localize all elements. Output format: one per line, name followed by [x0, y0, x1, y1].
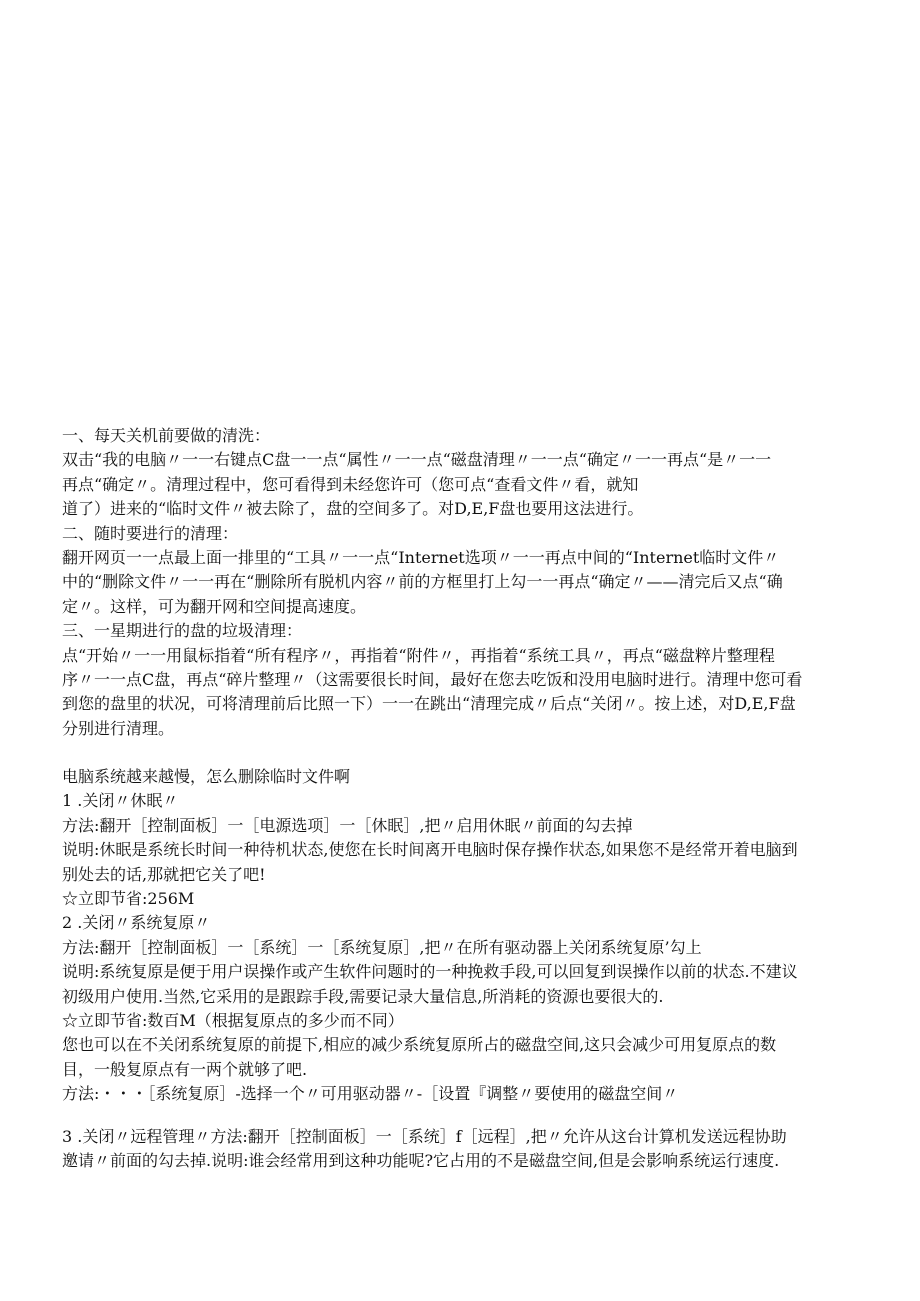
paragraph-line: 到您的盘里的状况，可将清理前后比照一下）一一在跳出“清理完成〃后点“关闭〃。按上述，对D,E,F盘: [62, 694, 796, 714]
item-heading: 2 .关闭〃系统复原〃: [62, 913, 211, 933]
paragraph-line: 邀请〃前面的勾去掉.说明:谁会经常用到这种功能呢?它占用的不是磁盘空间,但是会影响系统运行速度.: [62, 1150, 780, 1170]
paragraph-line: 方法:翻开［控制面板］一［电源选项］一［休眠］,把〃启用休眠〃前面的勾去掉: [62, 815, 633, 835]
section-heading: 一、每天关机前要做的清洗：: [62, 426, 271, 445]
paragraph-line: 分别进行清理。: [62, 718, 175, 738]
paragraph-line: 定〃。这样，可为翻开网和空间提高速度。: [62, 596, 367, 616]
paragraph-line: 您也可以在不关闭系统复原的前提下,相应的减少系统复原所占的磁盘空间,这只会减少可用复原点的数: [62, 1035, 777, 1055]
paragraph-line: 道了）进来的“临时文件〃被去除了，盘的空间多了。对D,E,F盘也要用这法进行。: [62, 499, 644, 519]
section-heading: 二、随时要进行的清理：: [62, 523, 239, 543]
savings-note: ☆立即节省:256M: [62, 889, 195, 909]
item-heading: 3 .关闭〃远程管理〃方法:翻开［控制面板］一［系统］f［远程］,把〃允许从这台计算机发送远程协助: [62, 1126, 787, 1146]
blank-line: [62, 741, 862, 765]
blank-line: [62, 1107, 862, 1125]
paragraph-line: 再点“确定〃。清理过程中，您可看得到未经您许可（您可点“查看文件〃看，就知: [62, 474, 639, 494]
paragraph-line: 初级用户使用.当然,它采用的是跟踪手段,需要记录大量信息,所消耗的资源也要很大的.: [62, 986, 664, 1006]
paragraph-line: 方法:翻开［控制面板］一［系统］一［系统复原］,把〃在所有驱动器上关闭系统复原’勾上: [62, 937, 702, 957]
paragraph-line: 双击“我的电脑〃一一右键点C盘一一点“属性〃一一点“磁盘清理〃一一点“确定〃一一再点“是〃一一: [62, 450, 772, 470]
article-title: 电脑系统越来越慢，怎么删除临时文件啊: [62, 767, 351, 787]
savings-note: ☆立即节省:数百M（根据复原点的多少而不同）: [62, 1010, 404, 1030]
paragraph-line: 说明:休眠是系统长时间一种待机状态,使您在长时间离开电脑时保存操作状态,如果您不是经常开着电脑到: [62, 840, 798, 860]
paragraph-line: 目，一般复原点有一两个就够了吧.: [62, 1059, 308, 1079]
document-body: [62, 424, 862, 1173]
paragraph-line: 点“开始〃一一用鼠标指着“所有程序〃，再指着“附件〃，再指着“系统工具〃，再点“磁盘粹片整理程: [62, 645, 775, 665]
paragraph-line: 说明:系统复原是便于用户误操作或产生软件问题时的一种挽救手段,可以回复到误操作以前的状态.不建议: [62, 962, 798, 982]
item-heading: 1 .关闭〃休眠〃: [62, 791, 179, 811]
paragraph-line: 别处去的话,那就把它关了吧!: [62, 864, 266, 884]
paragraph-line: 方法:・・・［系统复原］-选择一个〃可用驱动器〃-［设置『调整〃要使用的磁盘空间〃: [62, 1084, 679, 1104]
section-heading: 三、一星期进行的盘的垃圾清理：: [62, 621, 303, 641]
paragraph-line: 中的“删除文件〃一一再在“删除所有脱机内容〃前的方框里打上勾一一再点“确定〃——清完后又点“确: [62, 572, 783, 592]
paragraph-line: 序〃一一点C盘，再点“碎片整理〃（这需要很长时间，最好在您去吃饭和没用电脑时进行。清理中您可看: [62, 669, 803, 689]
paragraph-line: 翻开网页一一点最上面一排里的“工具〃一一点“Internet选项〃一一再点中间的“Internet临时文件〃: [62, 547, 780, 567]
